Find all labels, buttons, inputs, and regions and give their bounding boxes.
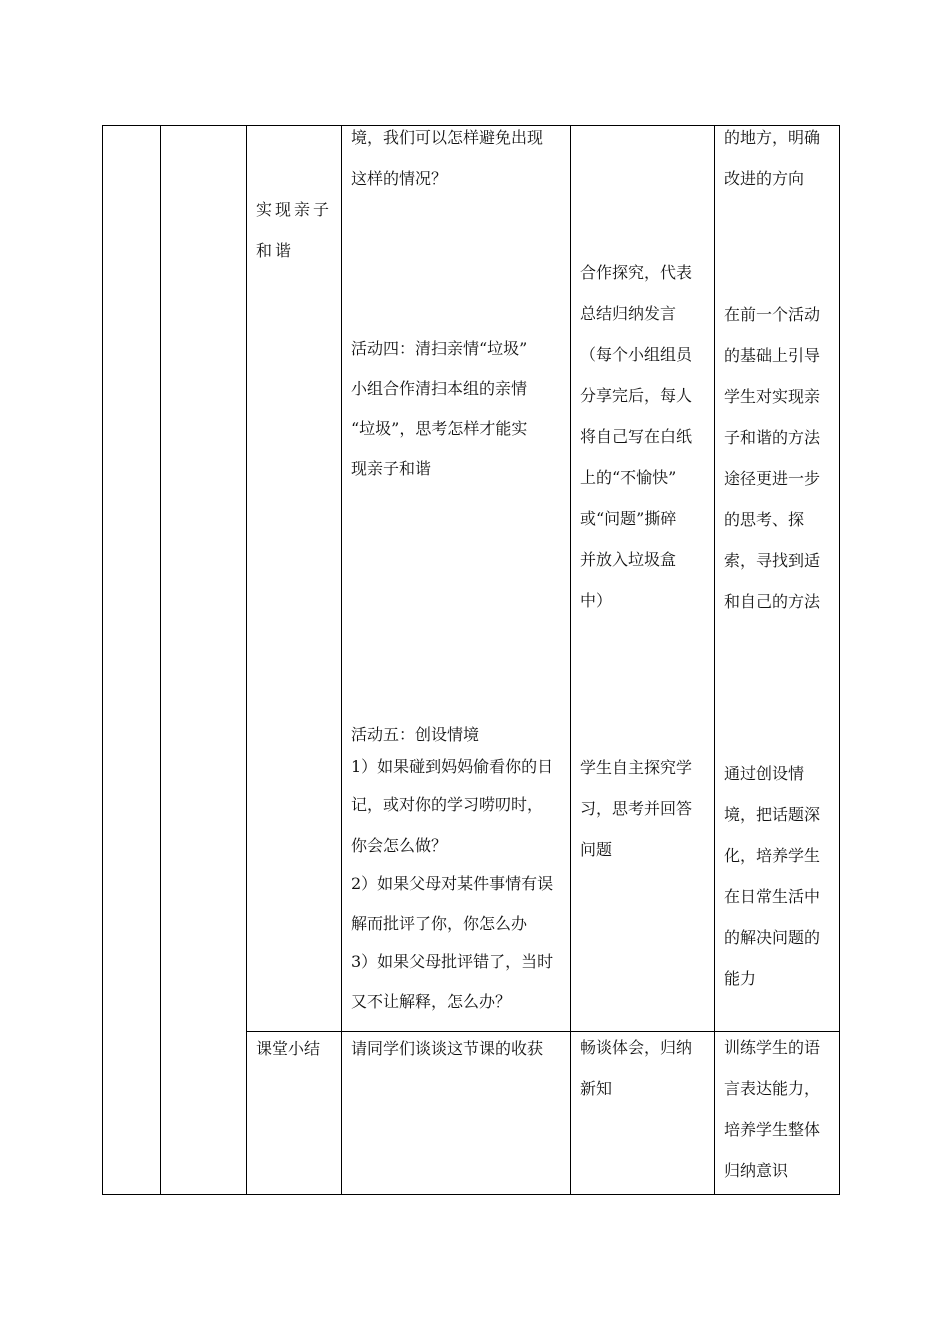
activity5-intent-text: 通过创设情 境，把话题深 化，培养学生 在日常生活中 的解决问题的 能力 xyxy=(724,764,821,988)
stage-label-harmony: 实现亲子 和谐 xyxy=(256,200,333,260)
activity4-student-text: 合作探究，代表 总结归纳发言 （每个小组组员 分享完后，每人 将自己写在白纸 上的“不愉快” 或“问题”撕碎 并放入垃圾盒 中） xyxy=(580,263,693,610)
summary-intent-text: 训练学生的语 言表达能力， 培养学生整体 归纳意识 xyxy=(724,1038,821,1180)
column-divider-5 xyxy=(714,126,715,1194)
summary-teacher-text: 请同学们谈谈这节课的收获 xyxy=(351,1039,544,1058)
stage-label-summary: 课堂小结 xyxy=(256,1039,321,1058)
column-divider-4 xyxy=(570,126,571,1194)
teacher-continuation-text: 境，我们可以怎样避免出现 这样的情况？ xyxy=(351,128,544,188)
column-divider-1 xyxy=(160,126,161,1194)
intent-continuation-text: 的地方，明确 改进的方向 xyxy=(724,128,821,188)
activity5-description: 活动五：创设情境 1）如果碰到妈妈偷看你的日 记，或对你的学习唠叨时， 你会怎么做？ 2）如果父母对某件事情有误 解而批评了你，你怎么办 3）如果父母批评错了，当时 又不让解释，怎么办？ xyxy=(351,725,554,1011)
activity4-description: 活动四：清扫亲情“垃圾” 小组合作清扫本组的亲情 “垃圾”，思考怎样才能实 现亲子和谐 xyxy=(351,339,528,478)
summary-student-text: 畅谈体会，归纳 新知 xyxy=(580,1038,693,1098)
lesson-plan-table xyxy=(102,125,840,1195)
column-divider-3 xyxy=(341,126,342,1194)
column-divider-2 xyxy=(246,126,247,1194)
activity4-intent-text: 在前一个活动 的基础上引导 学生对实现亲 子和谐的方法 途径更进一步 的思考、探 索，寻找到适 和自己的方法 xyxy=(724,305,821,611)
activity5-student-text: 学生自主探究学 习，思考并回答 问题 xyxy=(580,758,693,859)
